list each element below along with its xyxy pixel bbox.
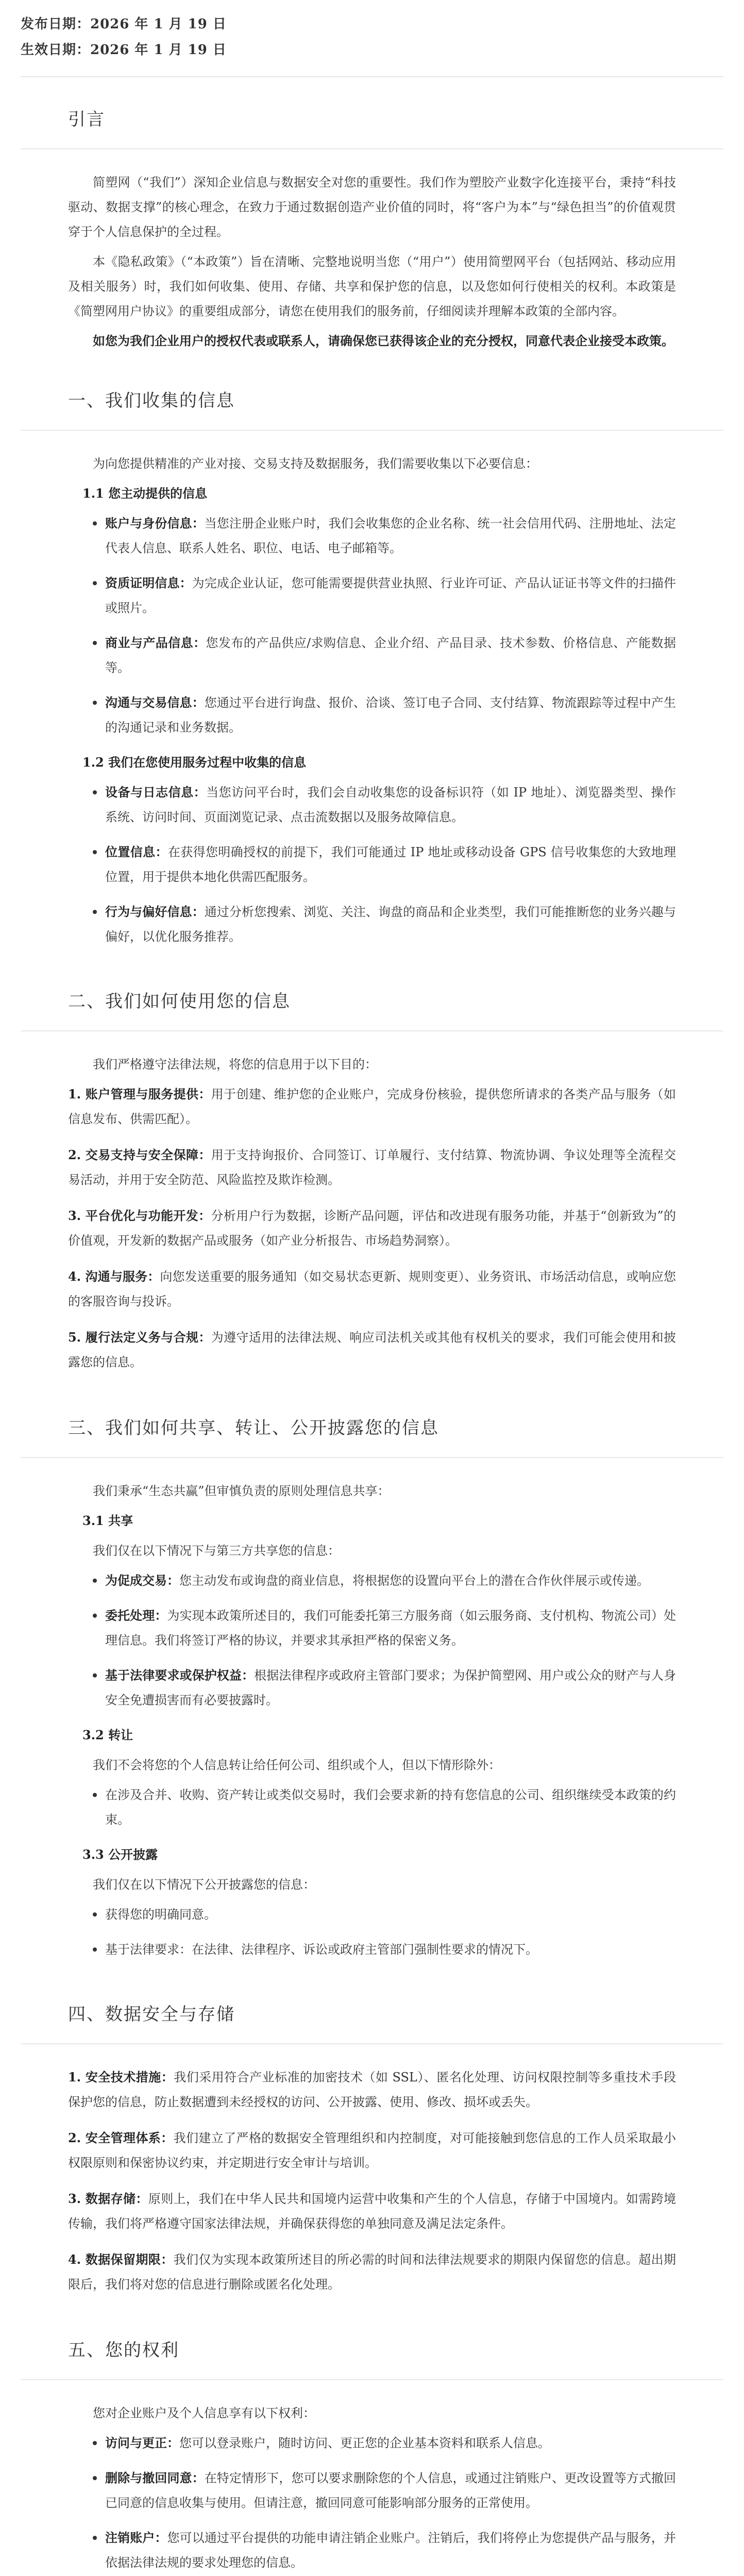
item-text: 在特定情形下，您可以要求删除您的个人信息，或通过注销账户、更改设置等方式撤回已同意的信息收集与使用。但请注意，撤回同意可能影响部分服务的正常使用。 — [105, 2471, 677, 2510]
item-label: 为促成交易： — [105, 1573, 179, 1588]
item-label: 4. 数据保留期限： — [68, 2252, 174, 2267]
item-text: 根据法律程序或政府主管部门要求；为保护简塑网、用户或公众的财产与人身安全免遭损害而有必要披露时。 — [105, 1668, 677, 1707]
item-label: 商业与产品信息： — [105, 635, 206, 650]
item-label: 3. 数据存储： — [68, 2191, 148, 2206]
section-title-security: 四、数据安全与存储 — [68, 2004, 235, 2025]
section-title-use: 二、我们如何使用您的信息 — [68, 991, 291, 1012]
intro-paragraph-3: 如您为我们企业用户的授权代表或联系人，请确保您已获得该企业的充分授权，同意代表企业接受本政策。 — [93, 333, 674, 348]
disclosure-intro: 我们仅在以下情况下公开披露您的信息： — [93, 1877, 315, 1892]
list-item — [68, 1264, 676, 1314]
subhead-3-1: 3.1 共享 — [82, 1513, 133, 1528]
item-text: 我们建立了严格的数据安全管理组织和内控制度，对可能接触到您信息的工作人员采取最小权限原则和保密协议约束，并定期进行安全审计与培训。 — [68, 2131, 676, 2170]
item-label: 访问与更正： — [105, 2435, 179, 2450]
list-item — [68, 1663, 676, 1713]
list-item — [68, 2126, 676, 2175]
list-item — [68, 1143, 676, 1192]
use-intro: 我们严格遵守法律法规，将您的信息用于以下目的： — [93, 1057, 377, 1072]
section-title-intro: 引言 — [68, 109, 105, 130]
list-item — [68, 2526, 676, 2575]
item-label: 设备与日志信息： — [105, 785, 207, 800]
item-text: 基于法律要求：在法律、法律程序、诉讼或政府主管部门强制性要求的情况下。 — [105, 1942, 538, 1957]
item-text: 您主动发布或询盘的商业信息，将根据您的设置向平台上的潜在合作伙伴展示或传递。 — [179, 1573, 649, 1588]
item-text: 为实现本政策所述目的，我们可能委托第三方服务商（如云服务商、支付机构、物流公司）处理信息。我们将签订严格的协议，并要求其承担严格的保密义务。 — [105, 1608, 677, 1648]
section-share — [21, 1386, 723, 1962]
section-security — [21, 1972, 723, 2297]
item-label: 委托处理： — [105, 1608, 167, 1623]
item-text: 您可以通过平台提供的功能申请注销企业账户。注销后，我们将停止为您提供产品与服务，并依据法律法规的要求处理您的信息。 — [105, 2531, 677, 2570]
list-item — [68, 1603, 676, 1653]
list-item — [68, 780, 676, 829]
list-item — [68, 631, 676, 680]
item-text: 为完成企业认证，您可能需要提供营业执照、行业许可证、产品认证证书等文件的扫描件或照片。 — [105, 576, 676, 615]
section-use — [21, 959, 723, 1375]
item-label: 基于法律要求或保护权益： — [105, 1668, 255, 1683]
list-item — [68, 2187, 676, 2236]
section-title-collect: 一、我们收集的信息 — [68, 391, 235, 411]
list-item — [68, 1204, 676, 1253]
list-item — [68, 1937, 676, 1962]
item-label: 资质证明信息： — [105, 575, 192, 590]
item-text: 在获得您明确授权的前提下，我们可能通过 IP 地址或移动设备 GPS 信号收集您的大致地理位置，用于提供本地化供需匹配服务。 — [105, 845, 677, 884]
rights-intro: 您对企业账户及个人信息享有以下权利： — [93, 2406, 315, 2420]
subhead-1-2: 1.2 我们在您使用服务过程中收集的信息 — [82, 755, 307, 770]
section-rule — [21, 1030, 723, 1031]
item-label: 删除与撤回同意： — [105, 2470, 205, 2485]
item-text: 原则上，我们在中华人民共和国境内运营中收集和产生的个人信息，存储于中国境内。如需跨境传输，我们将严格遵守国家法律法规，并确保获得您的单独同意及满足法定条件。 — [68, 2192, 677, 2231]
item-label: 行为与偏好信息： — [105, 904, 205, 919]
item-text: 我们采用符合产业标准的加密技术（如 SSL）、匿名化处理、访问权限控制等多重技术手段保护您的信息，防止数据遭到未经授权的访问、公开披露、使用、修改、损坏或丢失。 — [68, 2070, 676, 2109]
subhead-3-3: 3.3 公开披露 — [82, 1847, 158, 1862]
item-text: 您通过平台进行询盘、报价、洽谈、签订电子合同、支付结算、物流跟踪等过程中产生的沟通记录和业务数据。 — [105, 696, 677, 735]
list-item — [68, 571, 676, 620]
section-collect — [21, 359, 723, 949]
item-text: 为遵守适用的法律法规、响应司法机关或其他有权机关的要求，我们可能会使用和披露您的信息。 — [68, 1330, 676, 1369]
section-rule — [21, 2043, 723, 2044]
item-label: 2. 交易支持与安全保障： — [68, 1147, 211, 1162]
share-intro: 我们秉承“生态共赢”但审慎负责的原则处理信息共享： — [93, 1484, 390, 1498]
item-text: 我们仅为实现本政策所述目的所必需的时间和法律法规要求的期限内保留您的信息。超出期限后，我们将对您的信息进行删除或匿名化处理。 — [68, 2252, 676, 2292]
intro-paragraph-1: 简塑网（“我们”）深知企业信息与数据安全对您的重要性。我们作为塑胶产业数字化连接平台，秉持“科技驱动、数据支撑”的核心理念，在致力于通过数据创造产业价值的同时，将“客户为本”与“绿色担当”的价值观贯穿于个人信息保护的全过程。 — [68, 175, 676, 239]
section-rights — [21, 2308, 723, 2576]
list-item — [68, 1325, 676, 1375]
section-intro — [21, 77, 723, 353]
section-rule — [21, 1457, 723, 1458]
item-text: 向您发送重要的服务通知（如交易状态更新、规则变更）、业务资讯、市场活动信息，或响应您的客服咨询与投诉。 — [68, 1269, 676, 1309]
section-title-share: 三、我们如何共享、转让、公开披露您的信息 — [68, 1418, 439, 1438]
list-item — [68, 2431, 676, 2455]
item-label: 5. 履行法定义务与合规： — [68, 1330, 211, 1345]
list-item — [68, 1902, 676, 1927]
list-item — [68, 2466, 676, 2515]
list-item — [68, 1082, 676, 1131]
list-item — [68, 690, 676, 740]
item-label: 2. 安全管理体系： — [68, 2130, 174, 2145]
publish-date: 发布日期：2026 年 1 月 19 日 — [21, 16, 227, 32]
item-text: 用于创建、维护您的企业账户，完成身份核验，提供您所请求的各类产品与服务（如信息发布、供需匹配）。 — [68, 1087, 676, 1126]
list-item — [68, 2065, 676, 2114]
item-label: 1. 账户管理与服务提供： — [68, 1087, 211, 1101]
item-label: 注销账户： — [105, 2530, 167, 2545]
item-label: 沟通与交易信息： — [105, 695, 205, 710]
item-text: 当您访问平台时，我们会自动收集您的设备标识符（如 IP 地址）、浏览器类型、操作系统、访问时间、页面浏览记录、点击流数据以及服务故障信息。 — [105, 785, 676, 824]
item-label: 账户与身份信息： — [105, 516, 205, 531]
item-text: 您可以登录账户，随时访问、更正您的企业基本资料和联系人信息。 — [179, 2436, 550, 2450]
list-item — [68, 900, 676, 949]
item-label: 3. 平台优化与功能开发： — [68, 1208, 211, 1223]
list-item — [68, 511, 676, 561]
list-item — [68, 2247, 676, 2297]
subhead-3-2: 3.2 转让 — [82, 1727, 133, 1742]
item-text: 通过分析您搜索、浏览、关注、询盘的商品和企业类型，我们可能推断您的业务兴趣与偏好，以优化服务推荐。 — [105, 905, 677, 944]
item-label: 4. 沟通与服务： — [68, 1269, 160, 1284]
section-rule — [21, 2379, 723, 2380]
policy-dates — [21, 0, 723, 63]
item-text: 用于支持询报价、合同签订、订单履行、支付结算、物流协调、争议处理等全流程交易活动，并用于安全防范、风险监控及欺诈检测。 — [68, 1148, 676, 1187]
item-text: 您发布的产品供应/求购信息、企业介绍、产品目录、技术参数、价格信息、产能数据等。 — [105, 636, 676, 675]
transfer-intro: 我们不会将您的个人信息转让给任何公司、组织或个人，但以下情形除外： — [93, 1758, 501, 1772]
item-label: 1. 安全技术措施： — [68, 2070, 174, 2084]
item-text: 当您注册企业账户时，我们会收集您的企业名称、统一社会信用代码、注册地址、法定代表人信息、联系人姓名、职位、电话、电子邮箱等。 — [105, 516, 677, 555]
section-rule — [21, 430, 723, 431]
effective-date: 生效日期：2026 年 1 月 19 日 — [21, 42, 227, 58]
list-item — [68, 1783, 676, 1832]
item-text: 获得您的明确同意。 — [105, 1907, 216, 1922]
list-item — [68, 840, 676, 889]
section-title-rights: 五、您的权利 — [68, 2340, 179, 2361]
list-item — [68, 1568, 676, 1593]
collect-intro: 为向您提供精准的产业对接、交易支持及数据服务，我们需要收集以下必要信息： — [93, 456, 538, 471]
intro-paragraph-2: 本《隐私政策》（“本政策”）旨在清晰、完整地说明当您（“用户”）使用简塑网平台（包括网站、移动应用及相关服务）时，我们如何收集、使用、存储、共享和保护您的信息，以及您如何行使相关的权利。本政策是《简塑网用户协议》的重要组成部分，请您在使用我们的服务前，仔细阅读并理解本政策的全部内容。 — [68, 255, 676, 318]
item-text: 在涉及合并、收购、资产转让或类似交易时，我们会要求新的持有您信息的公司、组织继续受本政策的约束。 — [105, 1788, 676, 1827]
section-rule — [21, 148, 723, 149]
item-text: 分析用户行为数据，诊断产品问题，评估和改进现有服务功能，并基于“创新致为”的价值观，开发新的数据产品或服务（如产业分析报告、市场趋势洞察）。 — [68, 1209, 676, 1248]
share-sub-intro: 我们仅在以下情况下与第三方共享您的信息： — [93, 1544, 340, 1558]
item-label: 位置信息： — [105, 844, 168, 859]
subhead-1-1: 1.1 您主动提供的信息 — [82, 486, 208, 501]
